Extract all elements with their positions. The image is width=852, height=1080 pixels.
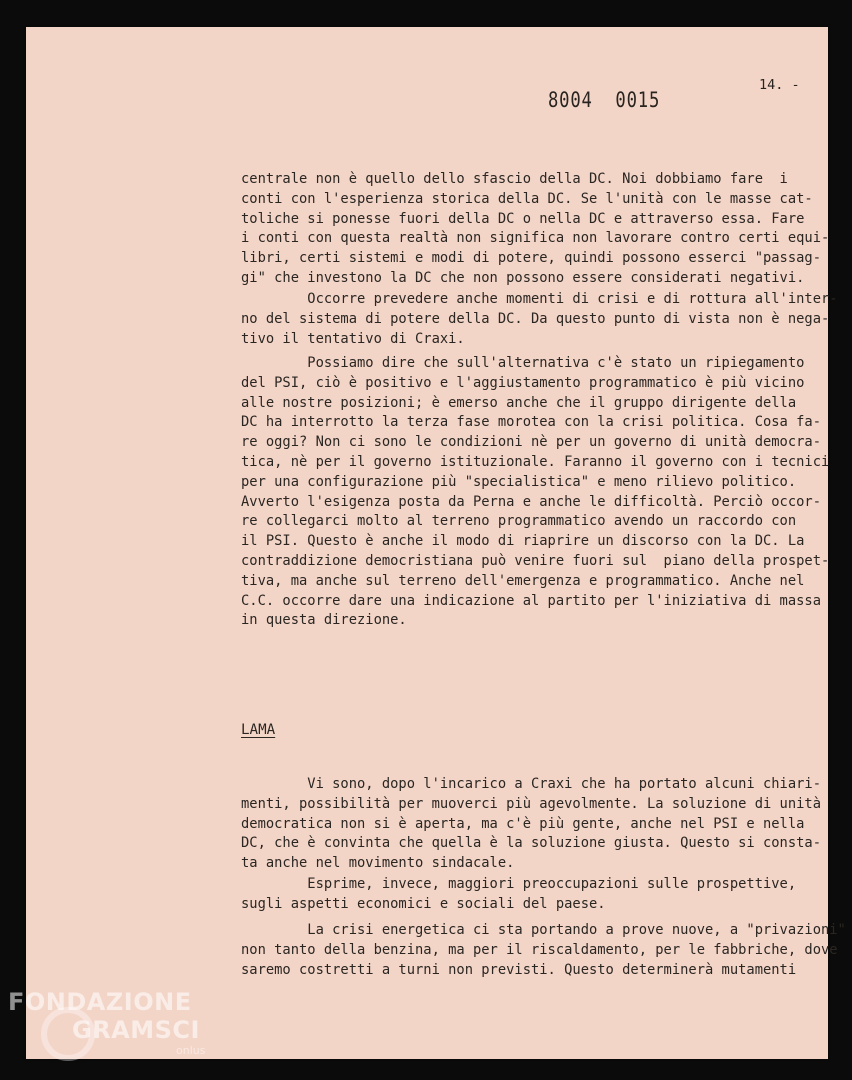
watermark-line3: onlus [176,1044,206,1057]
text-line: in questa direzione. [241,612,407,629]
text-line: libri, certi sistemi e modi di potere, quindi possono esserci "passag- [241,250,821,267]
text-line: re oggi? Non ci sono le condizioni nè per un governo di unità democra- [241,434,821,451]
text-line: Vi sono, dopo l'incarico a Craxi che ha portato alcuni chiari- [241,776,821,792]
text-line: tica, nè per il governo istituzionale. Faranno il governo con i tecnici [241,454,830,470]
watermark-logo [6,986,216,1066]
fondazione-gramsci-watermark [6,986,216,1066]
text-line: toliche si ponesse fuori della DC o nella DC e attraverso essa. Fare [241,210,805,227]
text-line: no del sistema di potere della DC. Da questo punto di vista non è nega- [241,310,830,327]
text-line: La crisi energetica ci sta portando a prove nuove, a "privazioni" [241,922,846,938]
text-line: DC, che è convinta che quella è la soluzione giusta. Questo si consta- [241,835,821,852]
text-line: re collegarci molto al terreno programmatico avendo un raccordo con [241,513,797,530]
text-line: conti con l'esperienza storica della DC. Se l'unità con le masse cat- [241,190,813,207]
text-line: contraddizione democristiana può venire fuori sul piano della prospet- [241,553,830,569]
text-line: tivo il tentativo di Craxi. [241,330,465,347]
speaker-name: LAMA [241,722,276,738]
watermark-line1: FONDAZIONE [8,988,192,1016]
text-line: ta anche nel movimento sindacale. [241,855,515,872]
text-line: i conti con questa realtà non significa non lavorare contro certi equi- [241,230,830,247]
text-line: DC ha interrotto la terza fase morotea con la crisi politica. Cosa fa- [241,414,821,431]
text-line: del PSI, ciò è positivo e l'aggiustamento programmatico è più vicino [241,374,805,391]
text-line: alle nostre posizioni; è emerso anche che il gruppo dirigente della [241,394,797,411]
text-line: per una configurazione più "specialistica" e meno rilievo politico. [241,473,797,490]
text-line: non tanto della benzina, ma per il riscaldamento, per le fabbriche, dove [241,941,838,958]
text-line: Esprime, invece, maggiori preoccupazioni sulle prospettive, [241,876,797,892]
text-line: menti, possibilità per muoverci più agevolmente. La soluzione di unità [241,795,821,812]
text-line: gi" che investono la DC che non possono essere considerati negativi. [241,270,805,286]
text-line: Possiamo dire che sull'alternativa c'è stato un ripiegamento [241,355,805,371]
text-line: Occorre prevedere anche momenti di crisi e di rottura all'inter- [241,291,838,307]
text-line: sugli aspetti economici e sociali del paese. [241,895,606,912]
page-number: 14. - [759,77,800,93]
text-line: Avverto l'esigenza posta da Perna e anche le difficoltà. Perciò occor- [241,493,821,510]
archive-stamp: 8004 0015 [548,88,661,112]
text-line: centrale non è quello dello sfascio della DC. Noi dobbiamo fare i [241,171,788,187]
text-line: democratica non si è aperta, ma c'è più gente, anche nel PSI e nella [241,815,805,832]
watermark-line2: GRAMSCI [72,1016,200,1044]
document-page [26,27,846,1059]
text-line: saremo costretti a turni non previsti. Questo determinerà mutamenti [241,961,797,978]
text-line: il PSI. Questo è anche il modo di riaprire un discorso con la DC. La [241,533,805,550]
text-line: tiva, ma anche sul terreno dell'emergenza e programmatico. Anche nel [241,572,805,589]
text-line: C.C. occorre dare una indicazione al partito per l'iniziativa di massa [241,592,821,609]
